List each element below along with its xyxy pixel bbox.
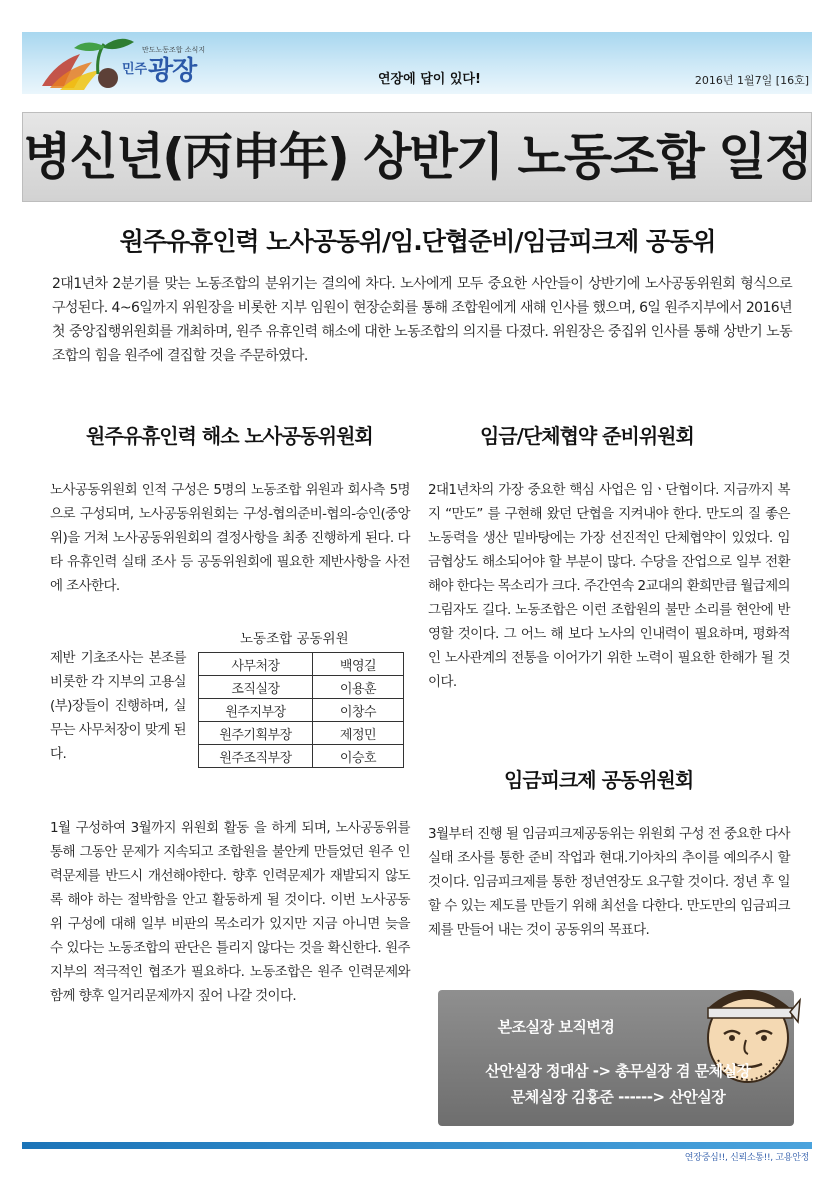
member-role: 원주기획부장 [199, 722, 313, 745]
member-table [198, 652, 404, 768]
logo-gwangjang: 광장 [148, 56, 197, 86]
logo-minju: 민주 [122, 62, 148, 77]
footer-bar [22, 1142, 812, 1149]
footer-slogan: 연장중심!!, 신뢰소통!!, 고용안정 [684, 1153, 809, 1163]
table-row [199, 676, 404, 699]
table-row [199, 745, 404, 768]
notice-line-2: 문체실장 김홍준 ------> 산안실장 [510, 1088, 726, 1106]
notice-title: 본조실장 보직변경 [497, 1018, 615, 1036]
notice-line-1: 산안실장 정대삼 -> 총무실장 겸 문체실장 [485, 1062, 751, 1080]
member-name: 제정민 [313, 722, 404, 745]
table-row [199, 653, 404, 676]
header-slogan: 연장에 답이 있다! [378, 72, 481, 87]
member-name: 이용훈 [313, 676, 404, 699]
issue-date: 2016년 1월7일 [16호] [694, 74, 809, 87]
logo-tagline: 만도노동조합 소식지 [142, 46, 206, 54]
workforce-paragraph-1-cont: 제반 기초조사는 본조를 비롯한 각 지부의 고용실(부)장들이 진행하며, 실무는 사무처장이 맞게 된다. [50, 650, 186, 762]
member-role: 조직실장 [199, 676, 313, 699]
page-subtitle: 원주유휴인력 노사공동위/임.단협준비/임금피크제 공동위 [119, 227, 716, 256]
workforce-paragraph-2: 1월 구성하여 3월까지 위원회 활동 을 하게 되며, 노사공동위를 통해 그동안 문제가 지속되고 조합원을 불안케 만들었던 원주 인력문제를 반드시 개선해야한다. 향후 인력문제가 재발되지 않도록 해야 하는 절박함을 안고 활동하게 될 것이다. 이번 노사공동위 구성에 대해 일부 비판의 목소리가 있지만 지금 아니면 늦을 수 있다는 노동조합의 판단은 틀리지 않다는 것을 확신한다. 원주지부의 적극적인 협조가 필요하다. 노동조합은 원주 인력문제와 함께 향후 일거리문제까지 짚어 나갈 것이다. [50, 820, 410, 1004]
member-role: 원주조직부장 [199, 745, 313, 768]
workforce-paragraph-1: 노사공동위원회 인적 구성은 5명의 노동조합 위원과 회사측 5명으로 구성되며, 노사공동위원회는 구성-협의준비-협의-승인(중앙위)을 거쳐 노사공동위원회의 결정사항을 최종 진행하게 된다. 다타 유휴인력 실태 조사 등 공동위원회에 필요한 제반사항을 사전에 조사한다. [50, 482, 410, 594]
section-title-wage-agreement: 임금/단체협약 준비위원회 [480, 424, 694, 448]
member-table-caption: 노동조합 공동위원 [240, 631, 349, 647]
page-title: 병신년(丙申年) 상반기 노동조합 일정 [23, 128, 811, 186]
member-name: 백영길 [313, 653, 404, 676]
intro-paragraph: 2대1년차 2분기를 맞는 노동조합의 분위기는 결의에 차다. 노사에게 모두 중요한 사안들이 상반기에 노사공동위원회 형식으로 구성된다. 4~6일까지 위원장을 비롯한 지부 임원이 현장순회를 통해 조합원에게 새해 인사를 했으며, 6일 원주지부에서 2016년 첫 중앙집행위원회를 개최하며, 원주 유휴인력 해소에 대한 노동조합의 의지를 다졌다. 위원장은 중집위 인사를 통해 상반기 노동조합의 힘을 원주에 결집할 것을 주문하였다. [52, 276, 792, 364]
member-role: 원주지부장 [199, 699, 313, 722]
member-name: 이창수 [313, 699, 404, 722]
wage-peak-paragraph: 3월부터 진행 될 임금피크제공동위는 위원회 구성 전 중요한 다사실태 조사를 통한 준비 작업과 현대.기아차의 추이를 예의주시 할 것이다. 임금피크제를 통한 정년연장도 요구할 것이다. 정년 후 일 할 수 있는 제도를 만들기 위해 최선을 다한다. 만도만의 임금피크제를 만들어 내는 것이 공동위의 목표다. [428, 826, 790, 938]
member-role: 사무처장 [199, 653, 313, 676]
table-row [199, 722, 404, 745]
section-title-wage-peak: 임금피크제 공동위원회 [504, 768, 694, 792]
section-title-workforce: 원주유휴인력 해소 노사공동위원회 [86, 424, 373, 448]
table-row [199, 699, 404, 722]
wage-agreement-paragraph: 2대1년차의 가장 중요한 핵심 사업은 임ㆍ단협이다. 지금까지 복지 “만도” 를 구현해 왔던 단협을 지켜내야 한다. 만도의 질 좋은 노동력을 생산 밑바탕에는 가장 선진적인 단체협약이 있었다. 임금협상도 해소되어야 할 부분이 많다. 수당을 잔업으로 일부 전환해야 한다는 목소리가 크다. 주간연속 2교대의 환희만큼 월급제의 그림자도 길다. 노동조합은 이런 조합원의 불만 소리를 현안에 반영할 것이다. 그 어느 해 보다 노사의 인내력이 필요하며, 평화적인 노사관계의 전통을 이어가기 위한 노력이 필요한 한해가 될 것이다. [428, 482, 790, 690]
member-name: 이승호 [313, 745, 404, 768]
